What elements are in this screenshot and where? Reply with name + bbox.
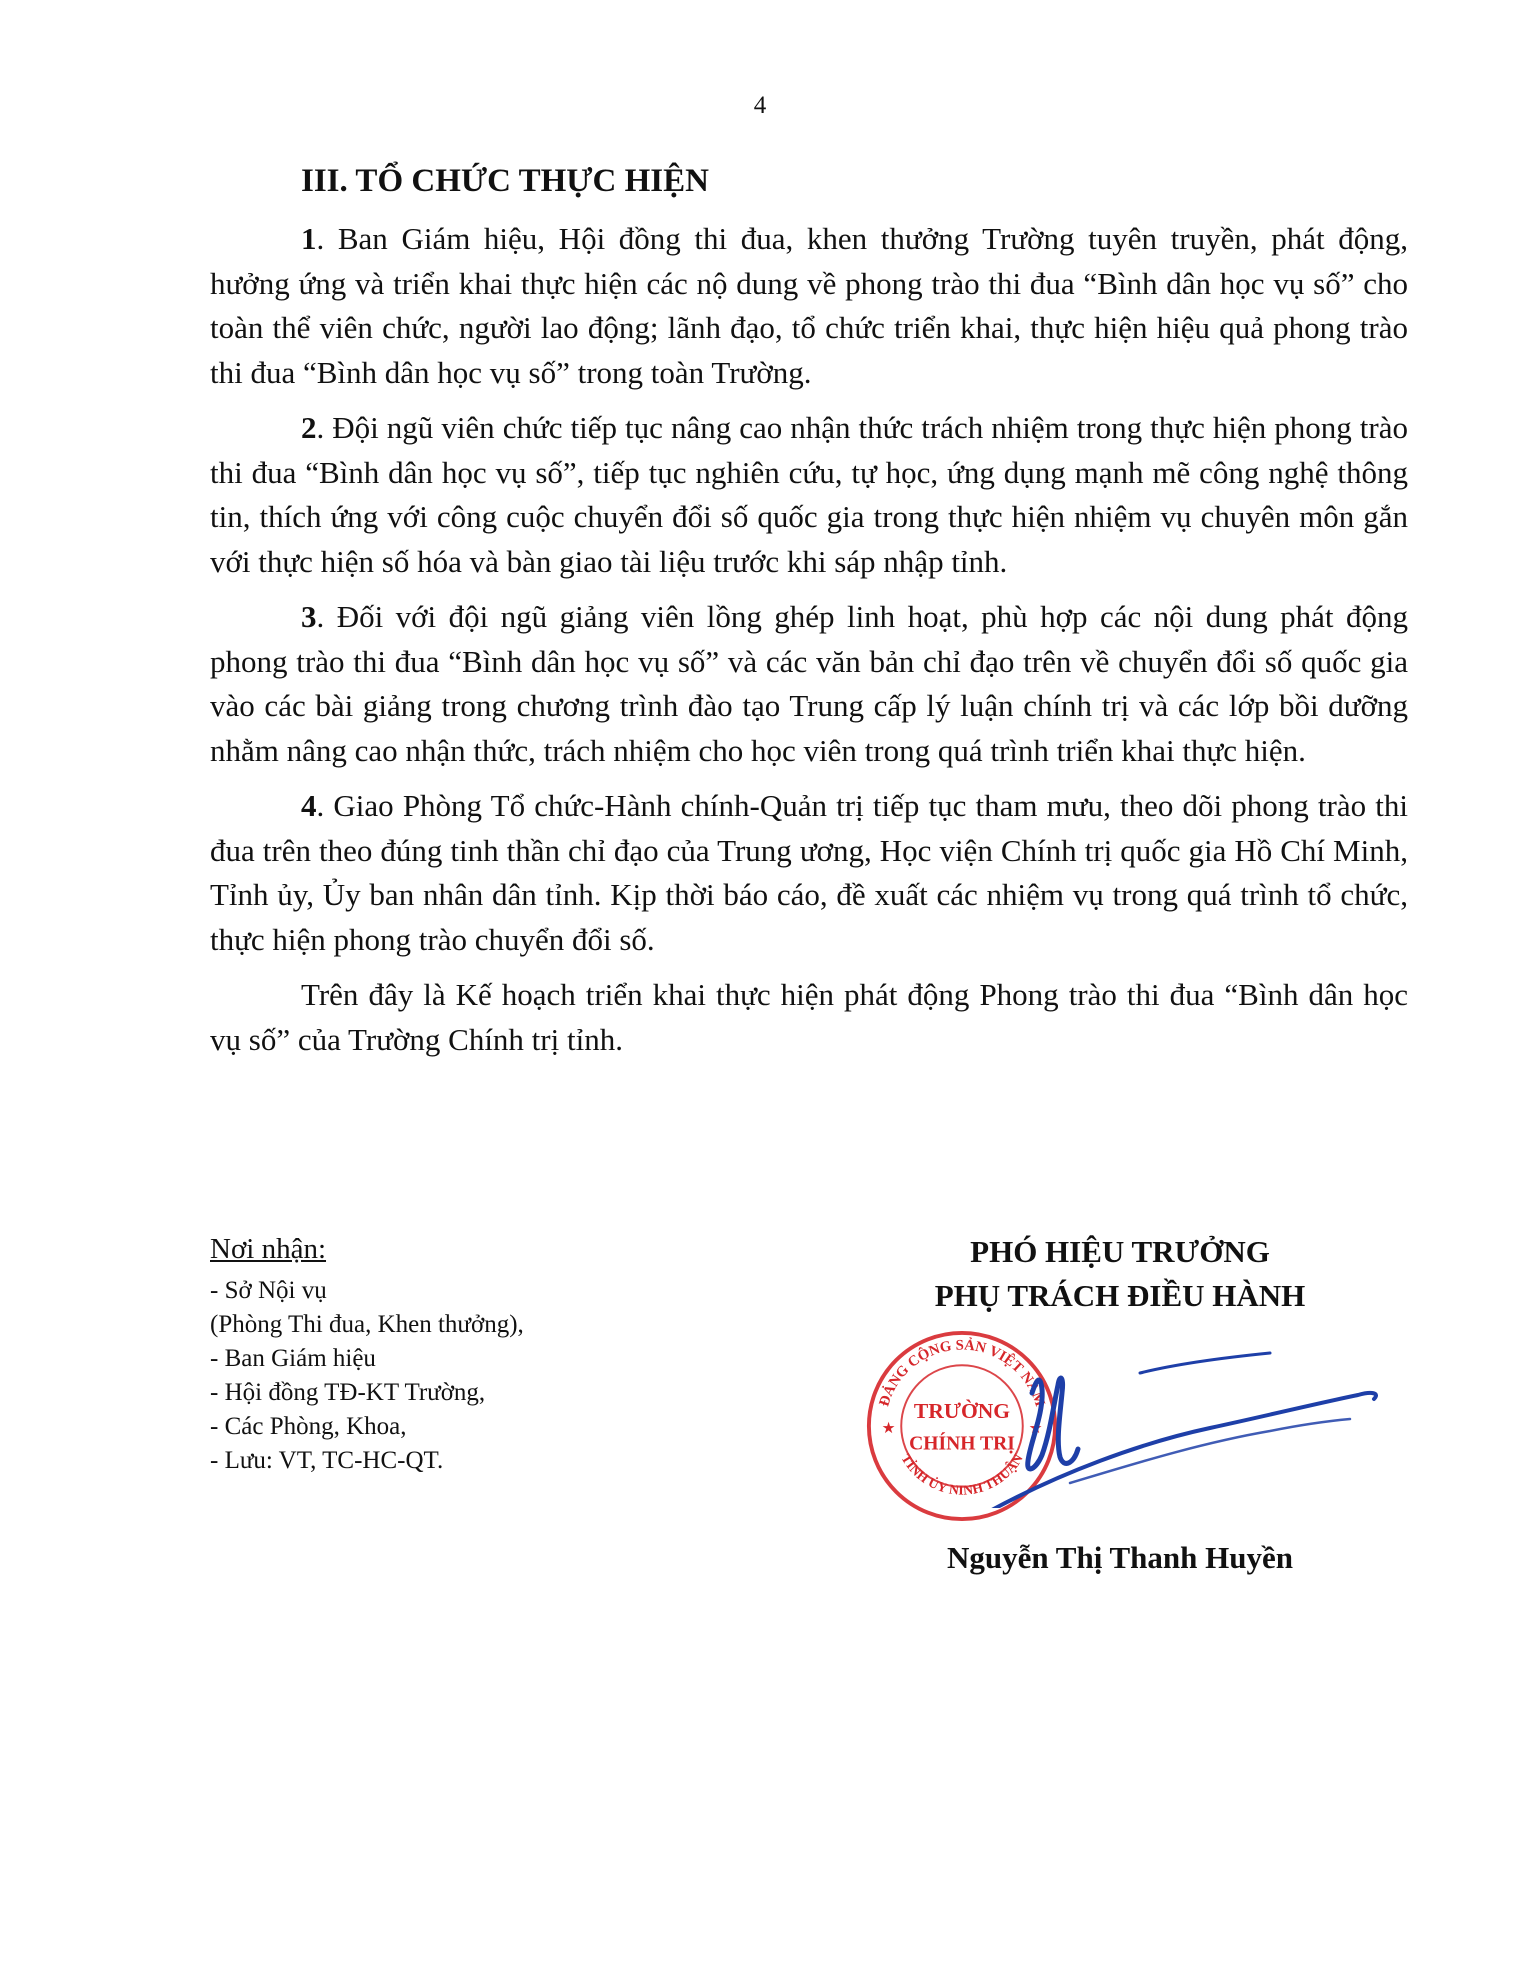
stamp-star-right-icon: ★ [1028, 1419, 1043, 1437]
recipients-block [210, 1233, 524, 1478]
signature-area [840, 1318, 1400, 1548]
section-heading: III. TỔ CHỨC THỰC HIỆN [301, 163, 709, 199]
paragraph-4 [210, 784, 1408, 962]
recipients-list [210, 1274, 524, 1478]
signer-name: Nguyễn Thị Thanh Huyền [946, 1540, 1294, 1575]
recipient-item: - Các Phòng, Khoa, [210, 1413, 407, 1440]
paragraph-text: . Đối với đội ngũ giảng viên lồng ghép linh hoạt, phù hợp các nội dung phát động phong trào thi đua “Bình dân học vụ số” và các văn bản chỉ đạo trên về chuyển đổi số quốc gia vào các bài giảng trong chương trình đào tạo Trung cấp lý luận chính trị và các lớp bồi dưỡng nhằm nâng cao nhận thức, trách nhiệm cho học viên trong quá trình triển khai thực hiện. [210, 599, 1408, 768]
signature-block [840, 1230, 1400, 1576]
paragraph-1 [210, 217, 1408, 395]
stamp-center-line1: TRƯỜNG [913, 1399, 1011, 1424]
handwritten-signature [970, 1333, 1390, 1508]
signer-title-line1: PHÓ HIỆU TRƯỞNG [970, 1234, 1270, 1269]
paragraph-number: 4 [301, 788, 317, 823]
recipients-heading: Nơi nhận: [210, 1233, 327, 1265]
paragraph-number: 1 [301, 221, 317, 256]
recipient-item: - Ban Giám hiệu [210, 1345, 376, 1372]
stamp-ring-text: ĐẢNG CỘNG SẢN VIỆT NAM [876, 1337, 1048, 1409]
paragraph-text: Trên đây là Kế hoạch triển khai thực hiện phát động Phong trào thi đua “Bình dân học vụ số” của Trường Chính trị tỉnh. [210, 977, 1408, 1057]
stamp-bottom-text: TỈNH ỦY NINH THUẬN [898, 1451, 1026, 1498]
paragraph-3 [210, 595, 1408, 773]
stamp-center-line2: CHÍNH TRỊ [909, 1433, 1015, 1455]
recipient-item: - Hội đồng TĐ-KT Trường, [210, 1379, 486, 1406]
closing-paragraph [210, 973, 1408, 1062]
stamp-star-left-icon: ★ [881, 1419, 896, 1437]
page-number: 4 [753, 92, 767, 119]
recipient-item: (Phòng Thi đua, Khen thưởng), [210, 1311, 524, 1338]
paragraph-number: 3 [301, 599, 317, 634]
recipient-item: - Sở Nội vụ [210, 1277, 327, 1304]
paragraph-number: 2 [301, 410, 317, 445]
paragraph-text: . Giao Phòng Tổ chức-Hành chính-Quản trị tiếp tục tham mưu, theo dõi phong trào thi đua trên theo đúng tinh thần chỉ đạo của Trung ương, Học viện Chính trị quốc gia Hồ Chí Minh, Tỉnh ủy, Ủy ban nhân dân tỉnh. Kịp thời báo cáo, đề xuất các nhiệm vụ trong quá trình tổ chức, thực hiện phong trào chuyển đổi số. [210, 788, 1408, 957]
paragraph-2 [210, 406, 1408, 584]
paragraph-text: . Đội ngũ viên chức tiếp tục nâng cao nhận thức trách nhiệm trong thực hiện phong trào thi đua “Bình dân học vụ số”, tiếp tục nghiên cứu, tự học, ứng dụng mạnh mẽ công nghệ thông tin, thích ứng với công cuộc chuyển đổi số quốc gia trong thực hiện nhiệm vụ chuyên môn gắn với thực hiện số hóa và bàn giao tài liệu trước khi sáp nhập tỉnh. [210, 410, 1408, 579]
signer-title-line2: PHỤ TRÁCH ĐIỀU HÀNH [934, 1278, 1306, 1313]
recipient-item: - Lưu: VT, TC-HC-QT. [210, 1447, 444, 1474]
paragraph-text: . Ban Giám hiệu, Hội đồng thi đua, khen thưởng Trường tuyên truyền, phát động, hưởng ứng và triển khai thực hiện các nộ dung về phong trào thi đua “Bình dân học vụ số” cho toàn thể viên chức, người lao động; lãnh đạo, tổ chức triển khai, thực hiện hiệu quả phong trào thi đua “Bình dân học vụ số” trong toàn Trường. [210, 221, 1408, 390]
body-text [210, 217, 1408, 1073]
